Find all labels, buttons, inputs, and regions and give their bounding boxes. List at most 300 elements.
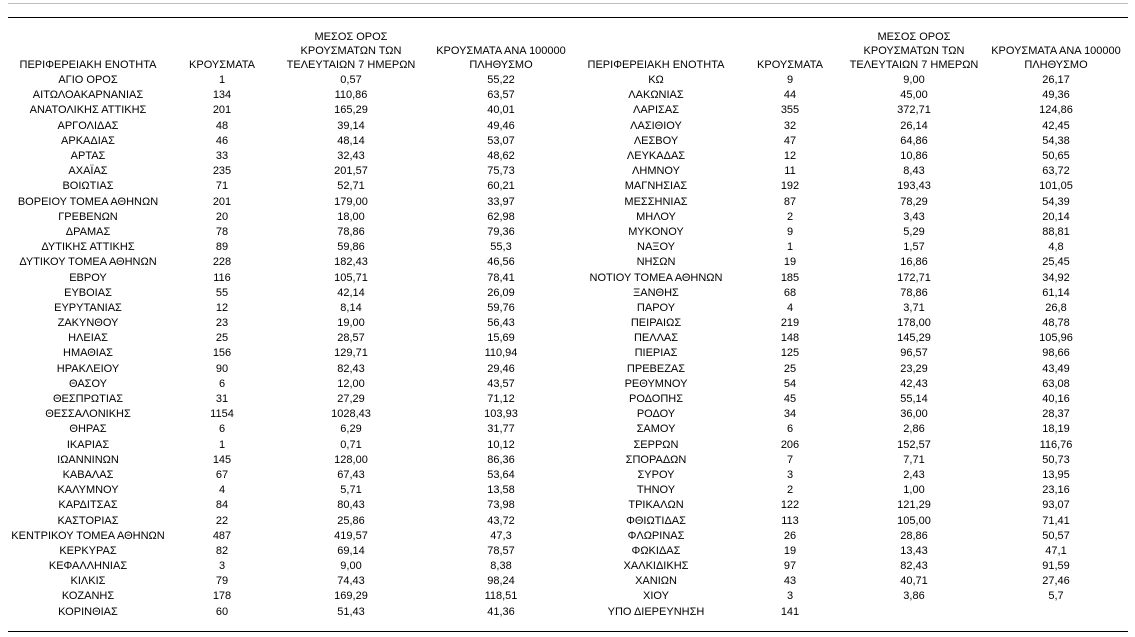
left-avg7-cell: 28,57 <box>337 332 365 345</box>
left-cases-cell: 22 <box>215 514 229 527</box>
left-avg7-cell: 67,43 <box>337 468 365 481</box>
left-avg7-cell: 42,14 <box>337 286 365 299</box>
left-region-cell: ΑΡΤΑΣ <box>70 150 106 163</box>
right-cases-cell: 141 <box>780 605 800 618</box>
left-region-cell: ΚΑΣΤΟΡΙΑΣ <box>57 514 119 527</box>
left-cases-cell: 25 <box>215 332 229 345</box>
left-region-cell: ΗΜΑΘΙΑΣ <box>63 347 113 360</box>
table-row <box>8 468 1128 483</box>
left-avg7-cell: 0,57 <box>340 74 362 87</box>
right-region-cell: ΣΕΡΡΩΝ <box>633 438 679 451</box>
header-avg7-line: ΚΡΟΥΣΜΑΤΩΝ ΤΩΝ <box>300 45 402 57</box>
right-region-cell: ΞΑΝΘΗΣ <box>633 286 679 299</box>
right-cases-cell: 68 <box>783 286 797 299</box>
right-cases-cell: 43 <box>783 575 797 588</box>
left-region-cell: ΗΛΕΙΑΣ <box>68 332 108 345</box>
right-avg7-cell: 13,43 <box>900 544 928 557</box>
right-cases-cell: 219 <box>780 317 800 330</box>
right-region-cell: ΠΕΙΡΑΙΩΣ <box>630 317 682 330</box>
right-avg7-cell: 64,86 <box>900 134 928 147</box>
table-body <box>8 73 1128 620</box>
left-cases-cell: 1 <box>218 438 226 451</box>
right-cases-cell: 113 <box>781 514 799 527</box>
right-cases-cell: 9 <box>786 74 794 87</box>
left-region-cell: ΓΡΕΒΕΝΩΝ <box>58 210 118 223</box>
right-region-cell: ΠΑΡΟΥ <box>636 301 676 314</box>
right-avg7-cell: 7,71 <box>903 453 925 466</box>
left-per100k-cell: 47,3 <box>490 529 512 542</box>
table-row <box>8 255 1128 270</box>
header-avg7-line: ΜΕΣΟΣ ΟΡΟΣ <box>877 31 951 43</box>
left-avg7-cell: 25,86 <box>337 514 365 527</box>
right-per100k-cell: 18,19 <box>1042 423 1070 436</box>
right-cases-cell: 122 <box>780 499 800 512</box>
right-region-cell: ΦΩΚΙΔΑΣ <box>631 544 681 557</box>
right-avg7-cell: 78,86 <box>900 286 928 299</box>
right-per100k-cell: 63,72 <box>1042 165 1070 178</box>
left-per100k-cell: 86,36 <box>487 453 515 466</box>
right-per100k-cell: 50,57 <box>1042 529 1070 542</box>
right-cases-cell: 1 <box>786 241 794 254</box>
right-cases-cell: 9 <box>786 225 794 238</box>
right-per100k-cell: 98,66 <box>1042 347 1070 360</box>
header-region-right: ΠΕΡΙΦΕΡΕΙΑΚΗ ΕΝΟΤΗΤΑ <box>587 59 725 71</box>
left-region-cell: ΗΡΑΚΛΕΙΟΥ <box>56 362 120 375</box>
table-row <box>8 225 1128 240</box>
table-row <box>8 103 1128 118</box>
right-region-cell: ΣΑΜΟΥ <box>636 423 676 436</box>
left-avg7-cell: 128,00 <box>334 453 368 466</box>
left-avg7-cell: 74,43 <box>337 575 365 588</box>
header-cases-right: ΚΡΟΥΣΜΑΤΑ <box>757 59 823 71</box>
left-per100k-cell: 29,46 <box>487 362 515 375</box>
right-cases-cell: 26 <box>783 529 797 542</box>
right-avg7-cell: 1,00 <box>903 484 925 497</box>
left-avg7-cell: 6,29 <box>340 423 362 436</box>
right-per100k-cell: 61,14 <box>1042 286 1070 299</box>
left-cases-cell: 228 <box>212 256 232 269</box>
right-per100k-cell: 5,7 <box>1048 590 1064 603</box>
right-region-cell: ΚΩ <box>648 74 664 87</box>
right-per100k-cell: 20,14 <box>1042 210 1070 223</box>
left-per100k-cell: 43,57 <box>487 377 515 390</box>
left-avg7-cell: 169,29 <box>334 590 368 603</box>
right-cases-cell: 2 <box>786 210 794 223</box>
right-cases-cell: 32 <box>783 119 797 132</box>
left-avg7-cell: 69,14 <box>337 544 365 557</box>
right-per100k-cell: 48,78 <box>1042 317 1070 330</box>
left-avg7-cell: 18,00 <box>337 210 365 223</box>
left-region-cell: ΔΡΑΜΑΣ <box>65 225 111 238</box>
right-region-cell: ΜΥΚΟΝΟΥ <box>628 225 684 238</box>
right-avg7-cell: 193,43 <box>897 180 931 193</box>
table-row <box>8 149 1128 164</box>
right-cases-cell: 192 <box>780 180 800 193</box>
left-cases-cell: 201 <box>212 104 232 117</box>
table-row <box>8 240 1128 255</box>
right-avg7-cell: 8,43 <box>903 165 925 178</box>
table-row <box>8 407 1128 422</box>
right-region-cell: ΣΥΡΟΥ <box>637 468 675 481</box>
left-per100k-cell: 71,12 <box>487 393 515 406</box>
right-cases-cell: 87 <box>783 195 797 208</box>
right-avg7-cell: 36,00 <box>900 408 928 421</box>
left-cases-cell: 84 <box>215 499 229 512</box>
right-avg7-cell: 372,71 <box>897 104 931 117</box>
left-avg7-cell: 32,43 <box>337 150 365 163</box>
left-per100k-cell: 75,73 <box>487 165 515 178</box>
right-region-cell: ΤΗΝΟΥ <box>636 484 676 497</box>
right-cases-cell: 206 <box>780 438 800 451</box>
left-avg7-cell: 201,57 <box>334 165 368 178</box>
right-cases-cell: 355 <box>780 104 800 117</box>
right-per100k-cell: 40,16 <box>1042 393 1070 406</box>
left-cases-cell: 4 <box>218 484 226 497</box>
left-per100k-cell: 33,97 <box>487 195 515 208</box>
right-region-cell: ΥΠΟ ΔΙΕΡΕΥΝΗΣΗ <box>607 605 705 618</box>
left-avg7-cell: 9,00 <box>340 560 362 573</box>
left-cases-cell: 31 <box>215 393 229 406</box>
left-cases-cell: 145 <box>212 453 232 466</box>
left-per100k-cell: 60,21 <box>487 180 515 193</box>
left-region-cell: ΙΚΑΡΙΑΣ <box>66 438 110 451</box>
right-cases-cell: 3 <box>786 590 794 603</box>
right-cases-cell: 19 <box>783 256 797 269</box>
right-cases-cell: 25 <box>783 362 797 375</box>
right-region-cell: ΠΕΛΛΑΣ <box>633 332 679 345</box>
left-region-cell: ΚΟΖΑΝΗΣ <box>61 590 115 603</box>
left-cases-cell: 235 <box>212 165 232 178</box>
left-per100k-cell: 31,77 <box>487 423 515 436</box>
left-cases-cell: 46 <box>215 134 229 147</box>
left-cases-cell: 60 <box>215 605 229 618</box>
left-cases-cell: 82 <box>215 544 229 557</box>
right-region-cell: ΡΟΔΟΠΗΣ <box>628 393 684 406</box>
header-per100k-line: ΚΡΟΥΣΜΑΤΑ ΑΝΑ 100000 <box>436 45 566 57</box>
left-avg7-cell: 82,43 <box>337 362 365 375</box>
left-cases-cell: 23 <box>215 317 229 330</box>
right-per100k-cell: 25,45 <box>1042 256 1070 269</box>
right-cases-cell: 54 <box>783 377 797 390</box>
left-avg7-cell: 5,71 <box>340 484 362 497</box>
left-region-cell: ΕΥΡΥΤΑΝΙΑΣ <box>54 301 122 314</box>
right-cases-cell: 7 <box>786 453 794 466</box>
left-per100k-cell: 79,36 <box>487 225 515 238</box>
left-per100k-cell: 8,38 <box>490 560 512 573</box>
left-cases-cell: 20 <box>215 210 229 223</box>
header-per100k-right <box>984 28 1128 73</box>
right-cases-cell: 148 <box>780 332 800 345</box>
left-per100k-cell: 78,57 <box>487 544 515 557</box>
right-avg7-cell: 10,86 <box>900 150 928 163</box>
header-per100k-line: ΠΛΗΘΥΣΜΟ <box>469 59 533 71</box>
table-row <box>8 316 1128 331</box>
cases-table <box>8 28 1128 620</box>
left-per100k-cell: 55,22 <box>487 74 515 87</box>
right-per100k-cell: 13,95 <box>1042 468 1070 481</box>
left-region-cell: ΕΒΡΟΥ <box>69 271 107 284</box>
table-row <box>8 377 1128 392</box>
table-row <box>8 164 1128 179</box>
table-row <box>8 392 1128 407</box>
header-cases-left: ΚΡΟΥΣΜΑΤΑ <box>189 59 255 71</box>
left-cases-cell: 116 <box>213 271 231 284</box>
right-avg7-cell: 1,57 <box>903 241 925 254</box>
header-avg7-left <box>276 28 426 73</box>
left-avg7-cell: 165,29 <box>334 104 368 117</box>
left-cases-cell: 55 <box>215 286 229 299</box>
right-avg7-cell: 16,86 <box>900 256 928 269</box>
right-avg7-cell: 178,00 <box>897 317 931 330</box>
left-cases-cell: 90 <box>215 362 229 375</box>
top-faint-rule <box>8 3 1128 4</box>
left-per100k-cell: 46,56 <box>487 256 515 269</box>
table-row <box>8 498 1128 513</box>
table-row <box>8 346 1128 361</box>
bottom-rule <box>8 631 1128 632</box>
left-region-cell: ΒΟΡΕΙΟΥ ΤΟΜΕΑ ΑΘΗΝΩΝ <box>17 195 159 208</box>
left-cases-cell: 48 <box>215 119 229 132</box>
right-region-cell: ΤΡΙΚΑΛΩΝ <box>628 499 684 512</box>
table-row <box>8 453 1128 468</box>
left-cases-cell: 178 <box>212 590 232 603</box>
header-avg7-line: ΤΕΛΕΥΤΑΙΩΝ 7 ΗΜΕΡΩΝ <box>286 59 416 71</box>
right-per100k-cell: 4,8 <box>1048 241 1064 254</box>
left-avg7-cell: 0,71 <box>340 438 362 451</box>
left-cases-cell: 6 <box>218 423 226 436</box>
left-per100k-cell: 49,46 <box>487 119 515 132</box>
left-region-cell: ΔΥΤΙΚΗΣ ΑΤΤΙΚΗΣ <box>41 241 135 254</box>
left-avg7-cell: 80,43 <box>337 499 365 512</box>
left-region-cell: ΑΝΑΤΟΛΙΚΗΣ ΑΤΤΙΚΗΣ <box>29 104 147 117</box>
table-row <box>8 210 1128 225</box>
left-region-cell: ΚΑΛΥΜΝΟΥ <box>57 484 119 497</box>
right-avg7-cell: 55,14 <box>900 393 928 406</box>
left-region-cell: ΘΕΣΠΡΩΤΙΑΣ <box>52 393 124 406</box>
right-cases-cell: 6 <box>786 423 794 436</box>
left-per100k-cell: 55,3 <box>490 241 512 254</box>
table-row <box>8 589 1128 604</box>
left-region-cell: ΚΕΝΤΡΙΚΟΥ ΤΟΜΕΑ ΑΘΗΝΩΝ <box>11 529 165 542</box>
left-region-cell: ΖΑΚΥΝΘΟΥ <box>57 317 119 330</box>
left-avg7-cell: 129,71 <box>334 347 368 360</box>
left-region-cell: ΚΑΒΑΛΑΣ <box>62 468 114 481</box>
left-cases-cell: 78 <box>215 225 229 238</box>
right-avg7-cell: 78,29 <box>900 195 928 208</box>
left-region-cell: ΒΟΙΩΤΙΑΣ <box>62 180 114 193</box>
left-cases-cell: 12 <box>215 301 229 314</box>
left-per100k-cell: 118,51 <box>484 590 518 603</box>
right-region-cell: ΧΑΝΙΩΝ <box>635 575 677 588</box>
table-row <box>8 179 1128 194</box>
right-per100k-cell: 50,65 <box>1042 150 1070 163</box>
left-region-cell: ΘΕΣΣΑΛΟΝΙΚΗΣ <box>45 408 131 421</box>
left-avg7-cell: 78,86 <box>337 225 365 238</box>
right-per100k-cell: 54,39 <box>1042 195 1070 208</box>
header-row <box>8 28 1128 73</box>
left-region-cell: ΚΟΡΙΝΘΙΑΣ <box>58 605 118 618</box>
left-per100k-cell: 13,58 <box>487 484 515 497</box>
right-region-cell: ΝΑΞΟΥ <box>637 241 675 254</box>
right-per100k-cell: 28,37 <box>1042 408 1070 421</box>
header-per100k-left <box>426 28 576 73</box>
right-avg7-cell: 82,43 <box>900 560 928 573</box>
right-per100k-cell: 50,73 <box>1042 453 1070 466</box>
table-row <box>8 119 1128 134</box>
left-region-cell: ΑΧΑΪΑΣ <box>68 165 108 178</box>
right-per100k-cell: 49,36 <box>1042 89 1070 102</box>
right-cases-cell: 2 <box>786 484 794 497</box>
left-cases-cell: 89 <box>215 241 229 254</box>
left-cases-cell: 79 <box>215 575 229 588</box>
left-region-cell: ΑΡΚΑΔΙΑΣ <box>61 134 115 147</box>
right-per100k-cell: 26,17 <box>1042 74 1070 87</box>
right-per100k-cell: 47,1 <box>1045 544 1067 557</box>
header-per100k-line: ΠΛΗΘΥΣΜΟ <box>1024 59 1088 71</box>
right-region-cell: ΡΟΔΟΥ <box>636 408 676 421</box>
right-avg7-cell: 23,29 <box>900 362 928 375</box>
right-region-cell: ΛΑΣΙΘΙΟΥ <box>630 119 682 132</box>
left-region-cell: ΙΩΑΝΝΙΝΩΝ <box>57 453 119 466</box>
left-per100k-cell: 103,93 <box>484 408 518 421</box>
left-per100k-cell: 26,09 <box>487 286 515 299</box>
left-cases-cell: 67 <box>215 468 229 481</box>
right-cases-cell: 47 <box>783 134 797 147</box>
right-region-cell: ΛΑΚΩΝΙΑΣ <box>628 89 684 102</box>
table-row <box>8 73 1128 88</box>
right-region-cell: ΧΑΛΚΙΔΙΚΗΣ <box>623 560 689 573</box>
left-cases-cell: 156 <box>212 347 232 360</box>
right-avg7-cell: 42,43 <box>900 377 928 390</box>
left-per100k-cell: 78,41 <box>487 271 515 284</box>
table-row <box>8 422 1128 437</box>
header-region-left: ΠΕΡΙΦΕΡΕΙΑΚΗ ΕΝΟΤΗΤΑ <box>19 59 157 71</box>
right-per100k-cell: 71,41 <box>1042 514 1070 527</box>
header-avg7-line: ΜΕΣΟΣ ΟΡΟΣ <box>314 31 388 43</box>
left-avg7-cell: 48,14 <box>337 134 365 147</box>
table-row <box>8 529 1128 544</box>
right-per100k-cell: 88,81 <box>1042 225 1070 238</box>
left-avg7-cell: 1028,43 <box>331 408 371 421</box>
left-cases-cell: 1154 <box>210 408 234 421</box>
right-cases-cell: 34 <box>783 408 797 421</box>
left-avg7-cell: 419,57 <box>334 529 368 542</box>
right-per100k-cell: 105,96 <box>1039 332 1073 345</box>
left-per100k-cell: 43,72 <box>487 514 515 527</box>
left-region-cell: ΚΕΦΑΛΛΗΝΙΑΣ <box>48 560 128 573</box>
left-per100k-cell: 41,36 <box>487 605 515 618</box>
left-region-cell: ΔΥΤΙΚΟΥ ΤΟΜΕΑ ΑΘΗΝΩΝ <box>19 256 157 269</box>
left-avg7-cell: 179,00 <box>334 195 368 208</box>
left-avg7-cell: 110,86 <box>334 89 368 102</box>
left-avg7-cell: 52,71 <box>337 180 365 193</box>
left-per100k-cell: 53,07 <box>487 134 515 147</box>
right-avg7-cell <box>844 605 984 620</box>
right-avg7-cell: 172,71 <box>897 271 931 284</box>
table-row <box>8 559 1128 574</box>
left-region-cell: ΚΙΛΚΙΣ <box>70 575 106 588</box>
left-per100k-cell: 56,43 <box>487 317 515 330</box>
right-region-cell: ΧΙΟΥ <box>643 590 669 603</box>
right-avg7-cell: 9,00 <box>903 74 925 87</box>
right-per100k-cell: 54,38 <box>1042 134 1070 147</box>
right-per100k-cell: 63,08 <box>1042 377 1070 390</box>
right-region-cell: ΛΗΜΝΟΥ <box>632 165 680 178</box>
left-region-cell: ΕΥΒΟΙΑΣ <box>64 286 112 299</box>
right-avg7-cell: 2,43 <box>903 468 925 481</box>
header-avg7-line: ΤΕΛΕΥΤΑΙΩΝ 7 ΗΜΕΡΩΝ <box>849 59 979 71</box>
table-row <box>8 270 1128 285</box>
left-avg7-cell: 39,14 <box>337 119 365 132</box>
right-avg7-cell: 5,29 <box>903 225 925 238</box>
left-avg7-cell: 59,86 <box>337 241 365 254</box>
table-row <box>8 331 1128 346</box>
right-per100k-cell: 93,07 <box>1042 499 1070 512</box>
left-avg7-cell: 105,71 <box>334 271 368 284</box>
table-row <box>8 605 1128 620</box>
table-row <box>8 574 1128 589</box>
left-avg7-cell: 8,14 <box>340 301 362 314</box>
left-avg7-cell: 27,29 <box>337 393 365 406</box>
left-region-cell: ΚΕΡΚΥΡΑΣ <box>59 544 117 557</box>
right-region-cell: ΠΙΕΡΙΑΣ <box>634 347 678 360</box>
right-cases-cell: 19 <box>783 544 797 557</box>
right-region-cell: ΛΕΥΚΑΔΑΣ <box>626 150 686 163</box>
header-avg7-line: ΚΡΟΥΣΜΑΤΩΝ ΤΩΝ <box>863 45 965 57</box>
left-per100k-cell: 48,62 <box>487 150 515 163</box>
right-avg7-cell: 96,57 <box>900 347 928 360</box>
right-per100k-cell: 23,16 <box>1042 484 1070 497</box>
left-per100k-cell: 53,64 <box>487 468 515 481</box>
left-region-cell: ΑΓΙΟ ΟΡΟΣ <box>58 74 118 87</box>
left-cases-cell: 33 <box>215 150 229 163</box>
right-per100k-cell: 124,86 <box>1039 104 1073 117</box>
left-cases-cell: 1 <box>218 74 226 87</box>
right-per100k-cell: 34,92 <box>1042 271 1070 284</box>
left-cases-cell: 487 <box>212 529 232 542</box>
left-per100k-cell: 63,57 <box>487 89 515 102</box>
right-avg7-cell: 121,29 <box>897 499 931 512</box>
top-rule <box>8 17 1128 18</box>
left-region-cell: ΑΡΓΟΛΙΔΑΣ <box>57 119 119 132</box>
left-per100k-cell: 15,69 <box>487 332 515 345</box>
right-avg7-cell: 152,57 <box>897 438 931 451</box>
left-avg7-cell: 19,00 <box>337 317 365 330</box>
right-region-cell: ΜΑΓΝΗΣΙΑΣ <box>624 180 688 193</box>
right-avg7-cell: 145,29 <box>897 332 931 345</box>
right-per100k-cell: 101,05 <box>1039 180 1073 193</box>
right-avg7-cell: 26,14 <box>900 119 928 132</box>
left-cases-cell: 134 <box>212 89 232 102</box>
left-avg7-cell: 51,43 <box>337 605 365 618</box>
right-region-cell: ΝΟΤΙΟΥ ΤΟΜΕΑ ΑΘΗΝΩΝ <box>589 271 723 284</box>
left-region-cell: ΑΙΤΩΛΟΑΚΑΡΝΑΝΙΑΣ <box>32 89 144 102</box>
left-per100k-cell: 59,76 <box>487 301 515 314</box>
right-per100k-cell: 43,49 <box>1042 362 1070 375</box>
right-cases-cell: 97 <box>783 560 797 573</box>
right-avg7-cell: 3,43 <box>903 210 925 223</box>
left-per100k-cell: 62,98 <box>487 210 515 223</box>
left-region-cell: ΘΗΡΑΣ <box>69 423 107 436</box>
left-per100k-cell: 98,24 <box>487 575 515 588</box>
right-cases-cell: 11 <box>784 165 796 178</box>
table-row <box>8 195 1128 210</box>
left-cases-cell: 6 <box>218 377 226 390</box>
right-cases-cell: 44 <box>783 89 797 102</box>
right-region-cell: ΜΗΛΟΥ <box>636 210 676 223</box>
table-row <box>8 301 1128 316</box>
right-per100k-cell <box>984 605 1128 620</box>
